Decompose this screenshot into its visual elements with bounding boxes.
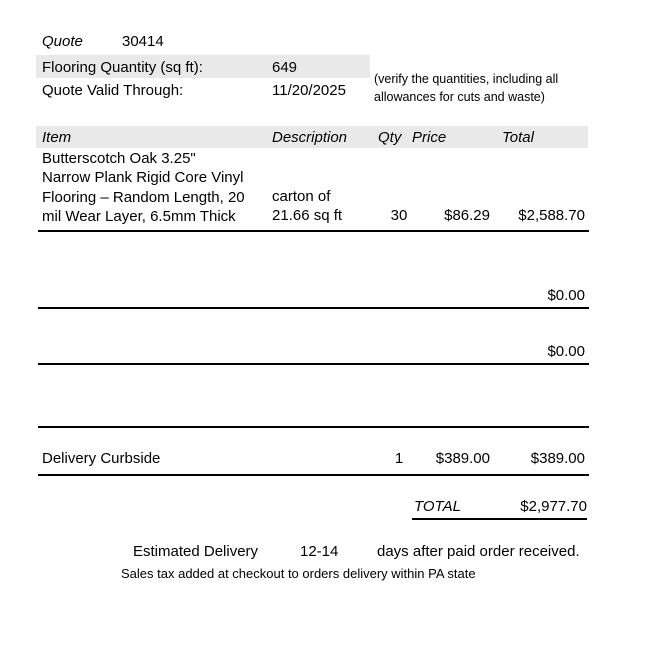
product-description-line: 21.66 sq ft (272, 207, 343, 225)
row-divider (38, 363, 589, 365)
product-item-line: Butterscotch Oak 3.25" (42, 150, 196, 167)
product-qty: 30 (390, 207, 408, 224)
grand-total-label: TOTAL (414, 498, 461, 515)
delivery-item-name: Delivery Curbside (42, 450, 161, 467)
empty-row-total: $0.00 (547, 343, 585, 360)
estimated-delivery-label: Estimated Delivery (133, 543, 259, 560)
row-divider (38, 307, 589, 309)
verify-note (374, 70, 558, 106)
valid-through-label: Quote Valid Through: (42, 82, 184, 99)
delivery-total: $389.00 (530, 450, 585, 467)
quote-number: 30414 (122, 33, 164, 50)
product-item-name (42, 149, 245, 226)
column-header-price: Price (412, 129, 447, 146)
product-total: $2,588.70 (518, 207, 585, 224)
grand-total-value: $2,977.70 (520, 498, 587, 515)
verify-note-line2: allowances for cuts and waste) (374, 90, 545, 104)
product-item-line: Flooring – Random Length, 20 (42, 188, 245, 206)
row-divider (38, 426, 589, 428)
product-description-line: carton of (272, 188, 331, 205)
column-header-description: Description (272, 129, 348, 146)
quantity-value: 649 (272, 59, 298, 76)
column-header-item: Item (42, 129, 72, 146)
quote-label: Quote (42, 33, 83, 50)
column-header-total: Total (502, 129, 534, 146)
estimated-delivery-suffix: days after paid order received. (377, 543, 580, 560)
empty-row-total: $0.00 (547, 287, 585, 304)
product-price: $86.29 (444, 207, 490, 224)
product-item-line: Narrow Plank Rigid Core Vinyl (42, 169, 244, 187)
delivery-qty: 1 (394, 450, 404, 467)
row-divider (38, 474, 589, 476)
product-description (272, 187, 342, 226)
estimated-delivery-value: 12-14 (300, 543, 339, 560)
product-item-line: mil Wear Layer, 6.5mm Thick (42, 207, 236, 225)
sales-tax-note: Sales tax added at checkout to orders delivery within PA state (121, 566, 476, 581)
row-divider (38, 230, 589, 232)
grand-total-underline (412, 518, 587, 520)
quantity-label: Flooring Quantity (sq ft): (42, 59, 203, 76)
column-header-qty: Qty (378, 129, 402, 146)
valid-through-value: 11/20/2025 (272, 82, 346, 99)
verify-note-line1: (verify the quantities, including all (374, 72, 559, 86)
delivery-price: $389.00 (435, 450, 490, 467)
